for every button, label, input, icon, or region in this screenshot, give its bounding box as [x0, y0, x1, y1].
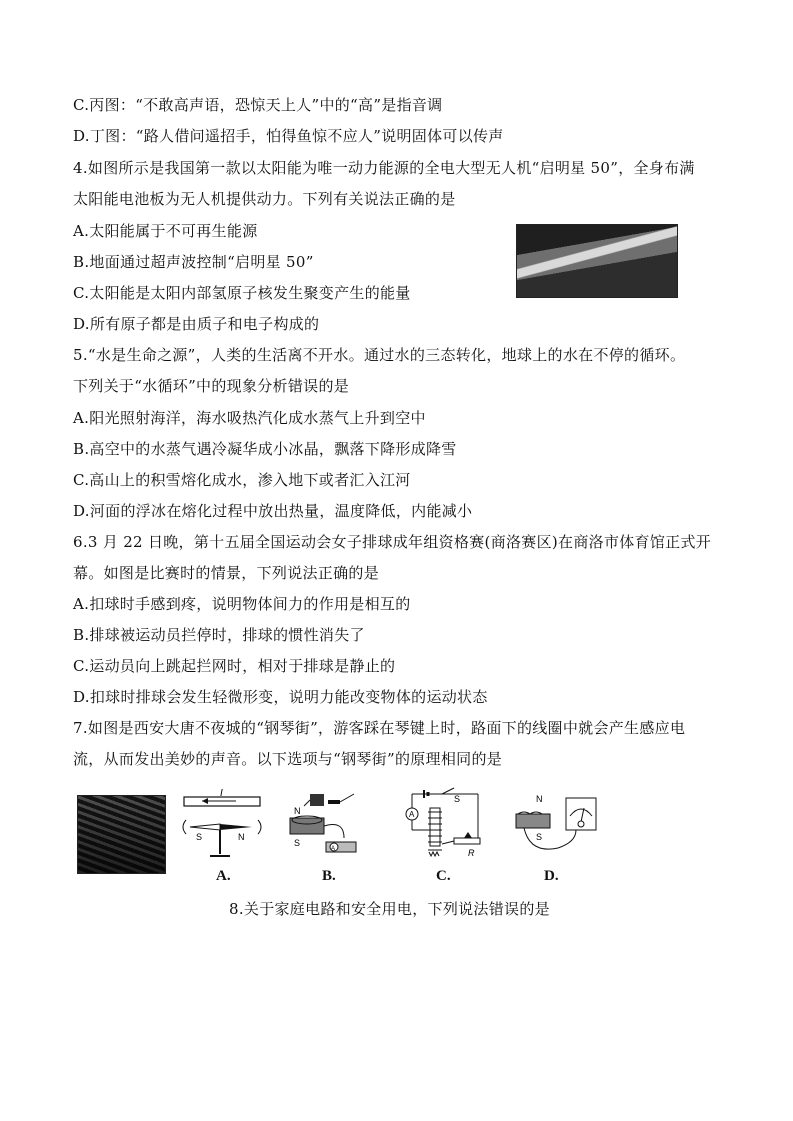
q8-stem: 8.关于家庭电路和安全用电，下列说法错误的是 — [229, 900, 550, 918]
d-pole-s: S — [536, 832, 543, 842]
q7-stem-line2: 流，从而发出美妙的声音。以下选项与“钢琴街”的原理相同的是 — [73, 750, 503, 768]
q4-option-b: B.地面通过超声波控制“启明星 50” — [73, 253, 314, 271]
q4-option-a: A.太阳能属于不可再生能源 — [73, 222, 258, 240]
q4-option-d: D.所有原子都是由质子和电子构成的 — [73, 315, 320, 333]
figure-label-b: B. — [322, 868, 336, 884]
q6-option-b: B.排球被运动员拦停时，排球的惯性消失了 — [73, 626, 365, 644]
figure-a-wire-compass — [178, 790, 268, 862]
c-rheostat-r: R — [468, 848, 475, 858]
c-switch-s: S — [454, 794, 461, 804]
q5-option-a: A.阳光照射海洋，海水吸热汽化成水蒸气上升到空中 — [73, 409, 426, 427]
q6-stem-line1: 6.3 月 22 日晚，第十五届全国运动会女子排球成年组资格赛(商洛赛区)在商洛市体育馆正式开 — [73, 533, 712, 551]
d-pole-n: N — [536, 794, 543, 804]
q4-stem-line2: 太阳能电池板为无人机提供动力。下列有关说法正确的是 — [73, 190, 456, 208]
figure-b-motor — [284, 790, 364, 862]
q6-option-d: D.扣球时排球会发生轻微形变，说明力能改变物体的运动状态 — [73, 688, 488, 706]
figure-label-c: C. — [436, 868, 451, 884]
b-pole-n: N — [294, 806, 301, 816]
q4-option-c: C.太阳能是太阳内部氢原子核发生聚变产生的能量 — [73, 284, 411, 302]
pole-n: N — [238, 832, 245, 842]
figure-label-a: A. — [216, 868, 231, 884]
pole-s: S — [196, 832, 203, 842]
q5-option-c: C.高山上的积雪熔化成水，渗入地下或者汇入江河 — [73, 471, 411, 489]
b-pole-s: S — [294, 838, 301, 848]
b-meter-a: A — [331, 846, 336, 852]
c-ammeter: A — [409, 810, 415, 819]
q5-option-d: D.河面的浮冰在熔化过程中放出热量，温度降低，内能减小 — [73, 502, 473, 520]
q5-option-b: B.高空中的水蒸气遇冷凝华成小冰晶，飘落下降形成降雪 — [73, 440, 457, 458]
figure-c-electromagnet — [398, 788, 488, 864]
q5-stem-line1: 5.“水是生命之源”，人类的生活离不开水。通过水的三态转化，地球上的水在不停的循环。 — [73, 346, 686, 364]
q6-option-a: A.扣球时手感到疼，说明物体间力的作用是相互的 — [73, 595, 411, 613]
figure-label-d: D. — [544, 868, 559, 884]
piano-street-photo — [77, 795, 166, 874]
drone-photo — [516, 224, 678, 298]
figure-d-galvanometer — [510, 792, 600, 862]
q6-stem-line2: 幕。如图是比赛时的情景，下列说法正确的是 — [73, 564, 380, 582]
q3-option-d: D.丁图：“路人借问遥招手，怕得鱼惊不应人”说明固体可以传声 — [73, 127, 504, 145]
q7-stem-line1: 7.如图是西安大唐不夜城的“钢琴街”，游客踩在琴键上时，路面下的线圈中就会产生感应电 — [73, 719, 686, 737]
q4-stem-line1: 4.如图所示是我国第一款以太阳能为唯一动力能源的全电大型无人机“启明星 50”，全身布满 — [73, 159, 695, 177]
q3-option-c: C.丙图：“不敢高声语，恐惊天上人”中的“高”是指音调 — [73, 96, 443, 114]
q6-option-c: C.运动员向上跳起拦网时，相对于排球是静止的 — [73, 657, 396, 675]
current-symbol: I — [220, 788, 223, 799]
q5-stem-line2: 下列关于“水循环”中的现象分析错误的是 — [73, 377, 350, 395]
